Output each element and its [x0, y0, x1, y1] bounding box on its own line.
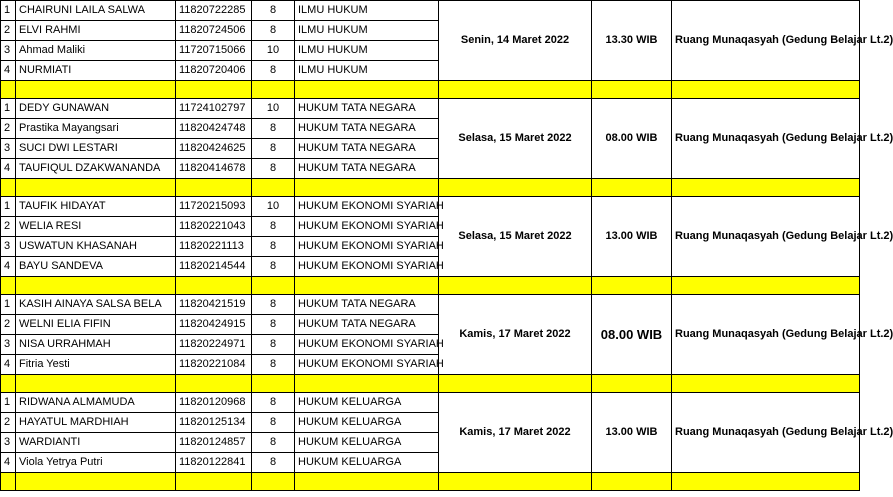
- separator-cell: [672, 179, 860, 197]
- separator-cell: [1, 473, 16, 491]
- exam-date-cell: Selasa, 15 Maret 2022: [439, 197, 592, 277]
- student-name-cell: RIDWANA ALMAMUDA: [16, 393, 176, 413]
- semester-cell: 8: [252, 21, 295, 41]
- separator-cell: [592, 277, 672, 295]
- separator-cell: [295, 179, 439, 197]
- student-name-cell: CHAIRUNI LAILA SALWA: [16, 1, 176, 21]
- exam-time-cell: 13.30 WIB: [592, 1, 672, 81]
- separator-cell: [252, 473, 295, 491]
- semester-cell: 10: [252, 197, 295, 217]
- separator-cell: [592, 375, 672, 393]
- separator-cell: [295, 375, 439, 393]
- separator-cell: [176, 277, 252, 295]
- student-id-cell: 11724102797: [176, 99, 252, 119]
- student-name-cell: DEDY GUNAWAN: [16, 99, 176, 119]
- exam-date-cell: Kamis, 17 Maret 2022: [439, 393, 592, 473]
- student-name-cell: TAUFIK HIDAYAT: [16, 197, 176, 217]
- study-program-cell: ILMU HUKUM: [295, 41, 439, 61]
- study-program-cell: HUKUM TATA NEGARA: [295, 315, 439, 335]
- separator-row: [1, 179, 860, 197]
- semester-cell: 8: [252, 295, 295, 315]
- separator-cell: [672, 277, 860, 295]
- semester-cell: 8: [252, 257, 295, 277]
- separator-cell: [295, 277, 439, 295]
- separator-cell: [295, 81, 439, 99]
- separator-cell: [439, 375, 592, 393]
- student-id-cell: 11720215093: [176, 197, 252, 217]
- study-program-cell: HUKUM TATA NEGARA: [295, 159, 439, 179]
- student-id-cell: 11820424625: [176, 139, 252, 159]
- study-program-cell: HUKUM TATA NEGARA: [295, 119, 439, 139]
- semester-cell: 8: [252, 237, 295, 257]
- separator-cell: [295, 473, 439, 491]
- student-name-cell: WELNI ELIA FIFIN: [16, 315, 176, 335]
- separator-cell: [176, 473, 252, 491]
- row-number-cell: 2: [1, 119, 16, 139]
- separator-cell: [672, 473, 860, 491]
- table-row: [1, 99, 860, 119]
- separator-cell: [16, 375, 176, 393]
- separator-row: [1, 473, 860, 491]
- row-number-cell: 1: [1, 295, 16, 315]
- student-id-cell: 11820124857: [176, 433, 252, 453]
- row-number-cell: 3: [1, 237, 16, 257]
- separator-cell: [176, 81, 252, 99]
- student-name-cell: USWATUN KHASANAH: [16, 237, 176, 257]
- exam-date-cell: Selasa, 15 Maret 2022: [439, 99, 592, 179]
- row-number-cell: 4: [1, 257, 16, 277]
- row-number-cell: 2: [1, 413, 16, 433]
- semester-cell: 8: [252, 217, 295, 237]
- semester-cell: 8: [252, 355, 295, 375]
- exam-room-cell: Ruang Munaqasyah (Gedung Belajar Lt.2): [672, 99, 860, 179]
- row-number-cell: 3: [1, 335, 16, 355]
- student-name-cell: SUCI DWI LESTARI: [16, 139, 176, 159]
- study-program-cell: HUKUM EKONOMI SYARIAH: [295, 237, 439, 257]
- student-name-cell: WARDIANTI: [16, 433, 176, 453]
- semester-cell: 8: [252, 453, 295, 473]
- separator-cell: [439, 179, 592, 197]
- student-id-cell: 11820221113: [176, 237, 252, 257]
- student-name-cell: Fitria Yesti: [16, 355, 176, 375]
- study-program-cell: HUKUM EKONOMI SYARIAH: [295, 197, 439, 217]
- row-number-cell: 1: [1, 99, 16, 119]
- student-name-cell: ELVI RAHMI: [16, 21, 176, 41]
- row-number-cell: 3: [1, 139, 16, 159]
- study-program-cell: HUKUM TATA NEGARA: [295, 295, 439, 315]
- semester-cell: 10: [252, 41, 295, 61]
- row-number-cell: 3: [1, 41, 16, 61]
- separator-cell: [16, 473, 176, 491]
- exam-time-cell: 08.00 WIB: [592, 99, 672, 179]
- separator-cell: [672, 81, 860, 99]
- separator-cell: [176, 375, 252, 393]
- separator-cell: [16, 179, 176, 197]
- exam-room-cell: Ruang Munaqasyah (Gedung Belajar Lt.2): [672, 197, 860, 277]
- study-program-cell: HUKUM EKONOMI SYARIAH: [295, 217, 439, 237]
- study-program-cell: ILMU HUKUM: [295, 21, 439, 41]
- row-number-cell: 3: [1, 433, 16, 453]
- semester-cell: 8: [252, 315, 295, 335]
- separator-cell: [592, 473, 672, 491]
- student-id-cell: 11820424748: [176, 119, 252, 139]
- separator-row: [1, 81, 860, 99]
- separator-cell: [252, 81, 295, 99]
- exam-time-cell: 08.00 WIB: [592, 295, 672, 375]
- exam-time-cell: 13.00 WIB: [592, 197, 672, 277]
- student-id-cell: 11820421519: [176, 295, 252, 315]
- student-id-cell: 11820224971: [176, 335, 252, 355]
- student-id-cell: 11820120968: [176, 393, 252, 413]
- separator-cell: [439, 277, 592, 295]
- row-number-cell: 4: [1, 61, 16, 81]
- exam-date-cell: Kamis, 17 Maret 2022: [439, 295, 592, 375]
- exam-date-cell: Senin, 14 Maret 2022: [439, 1, 592, 81]
- exam-room-cell: Ruang Munaqasyah (Gedung Belajar Lt.2): [672, 1, 860, 81]
- separator-cell: [672, 375, 860, 393]
- semester-cell: 8: [252, 393, 295, 413]
- student-name-cell: TAUFIQUL DZAKWANANDA: [16, 159, 176, 179]
- exam-time-cell: 13.00 WIB: [592, 393, 672, 473]
- separator-cell: [1, 81, 16, 99]
- student-name-cell: WELIA RESI: [16, 217, 176, 237]
- student-id-cell: 11820221043: [176, 217, 252, 237]
- separator-cell: [592, 81, 672, 99]
- separator-cell: [252, 277, 295, 295]
- student-id-cell: 11820214544: [176, 257, 252, 277]
- row-number-cell: 4: [1, 159, 16, 179]
- separator-row: [1, 277, 860, 295]
- student-name-cell: Ahmad Maliki: [16, 41, 176, 61]
- study-program-cell: HUKUM KELUARGA: [295, 393, 439, 413]
- row-number-cell: 2: [1, 315, 16, 335]
- separator-row: [1, 375, 860, 393]
- exam-room-cell: Ruang Munaqasyah (Gedung Belajar Lt.2): [672, 295, 860, 375]
- study-program-cell: HUKUM EKONOMI SYARIAH: [295, 355, 439, 375]
- study-program-cell: HUKUM KELUARGA: [295, 413, 439, 433]
- study-program-cell: HUKUM EKONOMI SYARIAH: [295, 257, 439, 277]
- study-program-cell: HUKUM TATA NEGARA: [295, 139, 439, 159]
- semester-cell: 8: [252, 335, 295, 355]
- separator-cell: [439, 81, 592, 99]
- separator-cell: [252, 375, 295, 393]
- separator-cell: [16, 277, 176, 295]
- semester-cell: 8: [252, 119, 295, 139]
- semester-cell: 8: [252, 413, 295, 433]
- student-name-cell: NURMIATI: [16, 61, 176, 81]
- table-row: [1, 1, 860, 21]
- student-id-cell: 11820424915: [176, 315, 252, 335]
- study-program-cell: HUKUM KELUARGA: [295, 453, 439, 473]
- table-row: [1, 295, 860, 315]
- table-row: [1, 393, 860, 413]
- semester-cell: 10: [252, 99, 295, 119]
- table-row: [1, 197, 860, 217]
- student-id-cell: 11720715066: [176, 41, 252, 61]
- student-id-cell: 11820720406: [176, 61, 252, 81]
- student-name-cell: Viola Yetrya Putri: [16, 453, 176, 473]
- student-name-cell: KASIH AINAYA SALSA BELA: [16, 295, 176, 315]
- study-program-cell: HUKUM KELUARGA: [295, 433, 439, 453]
- row-number-cell: 1: [1, 197, 16, 217]
- separator-cell: [1, 375, 16, 393]
- exam-room-cell: Ruang Munaqasyah (Gedung Belajar Lt.2): [672, 393, 860, 473]
- row-number-cell: 1: [1, 393, 16, 413]
- separator-cell: [592, 179, 672, 197]
- student-id-cell: 11820414678: [176, 159, 252, 179]
- separator-cell: [1, 277, 16, 295]
- separator-cell: [1, 179, 16, 197]
- student-id-cell: 11820122841: [176, 453, 252, 473]
- student-id-cell: 11820724506: [176, 21, 252, 41]
- study-program-cell: ILMU HUKUM: [295, 61, 439, 81]
- row-number-cell: 2: [1, 21, 16, 41]
- study-program-cell: HUKUM TATA NEGARA: [295, 99, 439, 119]
- row-number-cell: 4: [1, 355, 16, 375]
- student-name-cell: Prastika Mayangsari: [16, 119, 176, 139]
- student-name-cell: NISA URRAHMAH: [16, 335, 176, 355]
- student-name-cell: BAYU SANDEVA: [16, 257, 176, 277]
- separator-cell: [176, 179, 252, 197]
- student-id-cell: 11820221084: [176, 355, 252, 375]
- semester-cell: 8: [252, 433, 295, 453]
- semester-cell: 8: [252, 159, 295, 179]
- student-name-cell: HAYATUL MARDHIAH: [16, 413, 176, 433]
- student-id-cell: 11820125134: [176, 413, 252, 433]
- separator-cell: [439, 473, 592, 491]
- study-program-cell: ILMU HUKUM: [295, 1, 439, 21]
- row-number-cell: 1: [1, 1, 16, 21]
- row-number-cell: 4: [1, 453, 16, 473]
- study-program-cell: HUKUM EKONOMI SYARIAH: [295, 335, 439, 355]
- separator-cell: [252, 179, 295, 197]
- semester-cell: 8: [252, 1, 295, 21]
- row-number-cell: 2: [1, 217, 16, 237]
- separator-cell: [16, 81, 176, 99]
- student-id-cell: 11820722285: [176, 1, 252, 21]
- semester-cell: 8: [252, 61, 295, 81]
- semester-cell: 8: [252, 139, 295, 159]
